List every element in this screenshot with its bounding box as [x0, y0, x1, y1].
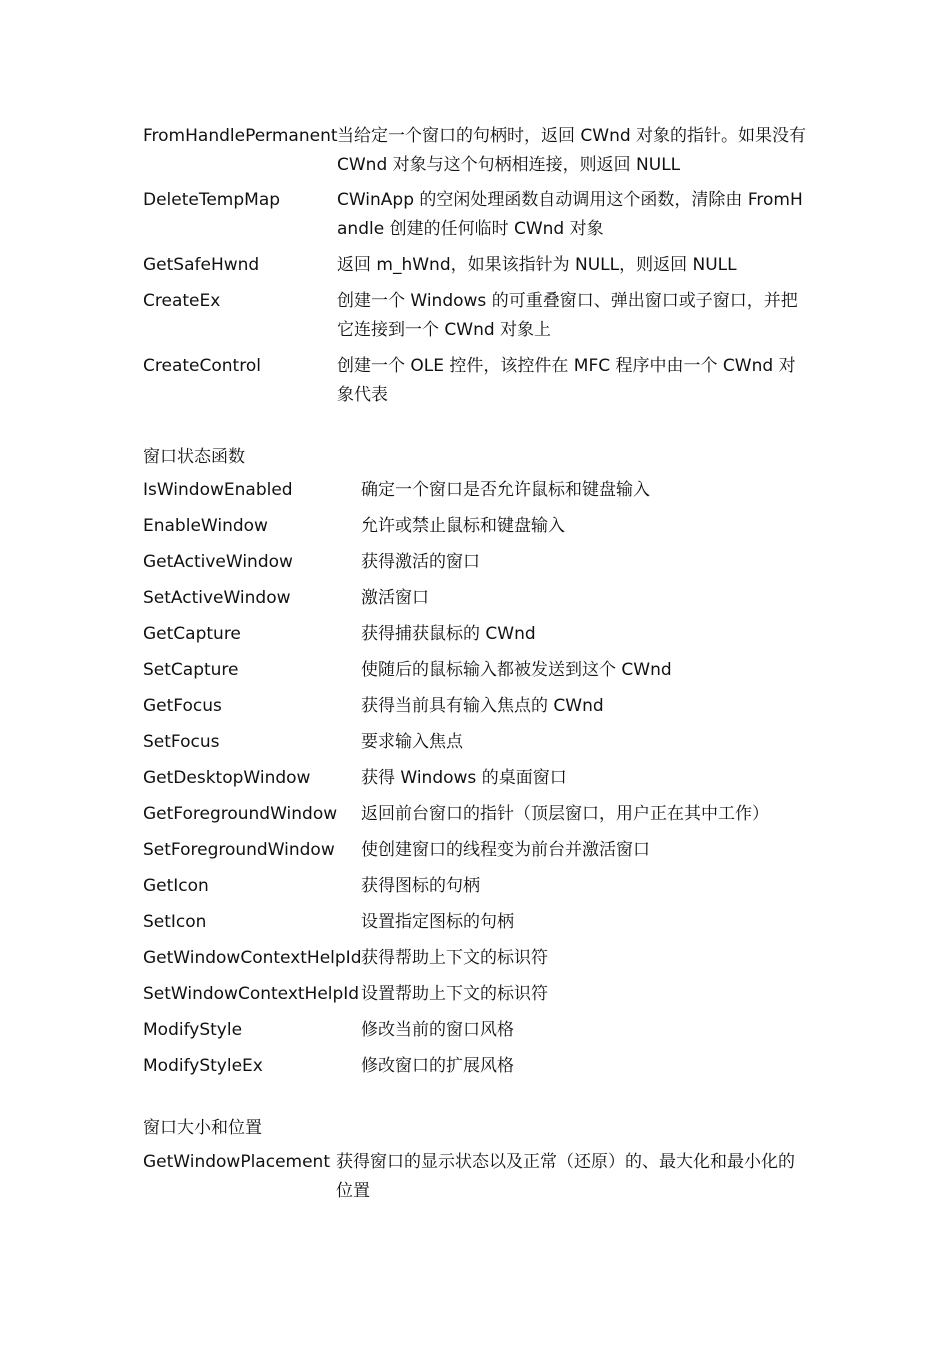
- function-entry-getwindowplacement: [143, 1148, 823, 1206]
- function-entry-setactivewindow: [143, 584, 823, 613]
- function-name: SetWindowContextHelpId: [143, 984, 360, 1004]
- function-description: 获得 Windows 的桌面窗口: [361, 768, 567, 788]
- function-description: 获得当前具有输入焦点的 CWnd: [361, 696, 604, 716]
- function-name: GetWindowPlacement: [143, 1152, 330, 1172]
- function-name: GetFocus: [143, 696, 222, 716]
- function-entry-enablewindow: [143, 512, 823, 541]
- function-name: GetWindowContextHelpId: [143, 948, 362, 968]
- section-heading-window-state: 窗口状态函数: [143, 447, 245, 467]
- function-entry-createcontrol: [143, 352, 823, 410]
- function-entry-getactivewindow: [143, 548, 823, 577]
- function-name: SetCapture: [143, 660, 239, 680]
- function-description: 使创建窗口的线程变为前台并激活窗口: [361, 840, 650, 860]
- function-name: SetForegroundWindow: [143, 840, 335, 860]
- function-entry-getsafehwnd: [143, 251, 823, 280]
- function-description: 设置帮助上下文的标识符: [361, 984, 548, 1004]
- function-description: 返回 m_hWnd，如果该指针为 NULL，则返回 NULL: [337, 255, 737, 275]
- function-description: 获得图标的句柄: [361, 876, 480, 896]
- function-description: 使随后的鼠标输入都被发送到这个 CWnd: [361, 660, 672, 680]
- function-name: FromHandlePermanent: [143, 126, 338, 146]
- function-entry-setcapture: [143, 656, 823, 685]
- function-entry-modifystyleex: [143, 1052, 823, 1081]
- function-name: IsWindowEnabled: [143, 480, 293, 500]
- function-entry-setwindowcontexthelpid: [143, 980, 823, 1009]
- function-description: 创建一个 OLE 控件，该控件在 MFC 程序中由一个 CWnd 对象代表: [337, 356, 796, 405]
- function-name: SetIcon: [143, 912, 207, 932]
- function-description: 修改当前的窗口风格: [361, 1020, 514, 1040]
- function-entry-fromhandlepermanent: [143, 122, 823, 180]
- function-name: GetDesktopWindow: [143, 768, 311, 788]
- function-description: 返回前台窗口的指针（顶层窗口，用户正在其中工作）: [361, 804, 769, 824]
- function-description: 获得捕获鼠标的 CWnd: [361, 624, 536, 644]
- function-name: SetActiveWindow: [143, 588, 291, 608]
- function-name: ModifyStyleEx: [143, 1056, 263, 1076]
- function-entry-deletetempmap: [143, 186, 823, 244]
- function-description: 确定一个窗口是否允许鼠标和键盘输入: [361, 480, 650, 500]
- function-entry-iswindowenabled: [143, 476, 823, 505]
- function-description: CWinApp 的空闲处理函数自动调用这个函数，清除由 FromHandle 创建的任何临时 CWnd 对象: [337, 190, 803, 239]
- function-description: 创建一个 Windows 的可重叠窗口、弹出窗口或子窗口，并把它连接到一个 CWnd 对象上: [337, 291, 798, 340]
- function-name: CreateControl: [143, 356, 261, 376]
- function-name: GetSafeHwnd: [143, 255, 260, 275]
- function-name: DeleteTempMap: [143, 190, 281, 210]
- function-description: 获得帮助上下文的标识符: [361, 948, 548, 968]
- function-name: GetCapture: [143, 624, 241, 644]
- function-entry-getwindowcontexthelpid: [143, 944, 823, 973]
- function-entry-getfocus: [143, 692, 823, 721]
- function-name: GetActiveWindow: [143, 552, 293, 572]
- function-description: 要求输入焦点: [361, 732, 463, 752]
- function-name: SetFocus: [143, 732, 220, 752]
- function-name: CreateEx: [143, 291, 221, 311]
- function-description: 获得激活的窗口: [361, 552, 480, 572]
- function-entry-geticon: [143, 872, 823, 901]
- function-description: 获得窗口的显示状态以及正常（还原）的、最大化和最小化的位置: [336, 1152, 795, 1201]
- function-description: 设置指定图标的句柄: [361, 912, 514, 932]
- function-entry-setforegroundwindow: [143, 836, 823, 865]
- function-description: 激活窗口: [361, 588, 429, 608]
- function-entry-seticon: [143, 908, 823, 937]
- function-name: GetForegroundWindow: [143, 804, 338, 824]
- function-entry-getforegroundwindow: [143, 800, 823, 829]
- section-heading-window-size-position: 窗口大小和位置: [143, 1118, 262, 1138]
- function-entry-setfocus: [143, 728, 823, 757]
- function-name: EnableWindow: [143, 516, 268, 536]
- function-entry-createex: [143, 287, 823, 345]
- function-description: 修改窗口的扩展风格: [361, 1056, 514, 1076]
- function-description: 允许或禁止鼠标和键盘输入: [361, 516, 565, 536]
- function-description: 当给定一个窗口的句柄时，返回 CWnd 对象的指针。如果没有 CWnd 对象与这个句柄相连接，则返回 NULL: [337, 126, 807, 175]
- function-entry-getcapture: [143, 620, 823, 649]
- function-entry-modifystyle: [143, 1016, 823, 1045]
- function-name: GetIcon: [143, 876, 209, 896]
- function-name: ModifyStyle: [143, 1020, 243, 1040]
- function-entry-getdesktopwindow: [143, 764, 823, 793]
